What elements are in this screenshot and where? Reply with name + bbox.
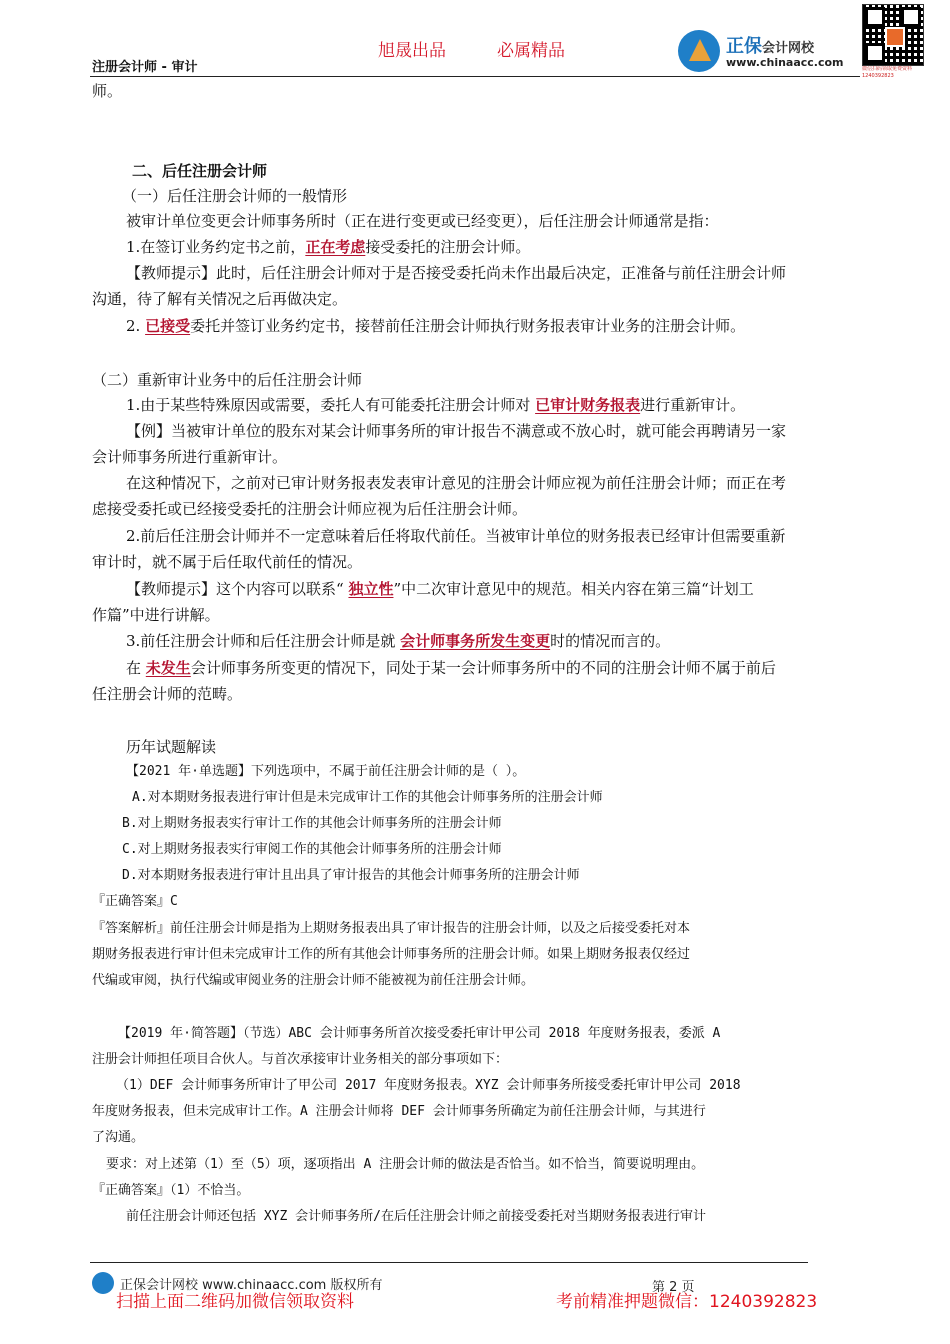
question-requirement: 要求：对上述第（1）至（5）项，逐项指出 A 注册会计师的做法是否恰当。如不恰当，简要说明理由。 bbox=[106, 1157, 705, 1172]
highlight-term: 会计师事务所发生变更 bbox=[400, 632, 551, 650]
paragraph: 在这种情况下，之前对已审计财务报表发表审计意见的注册会计师应视为前任注册会计师；而正在考 bbox=[126, 474, 787, 492]
paragraph: 2. 已接受委托并签订业务约定书，接替前任注册会计师执行财务报表审计业务的注册会计师。 bbox=[126, 317, 746, 335]
header-rule bbox=[90, 76, 860, 77]
paragraph: 任注册会计师的范畴。 bbox=[92, 685, 243, 703]
answer-explanation: 『答案解析』前任注册会计师是指为上期财务报表出具了审计报告的注册会计师，以及之后接受委托对本 bbox=[92, 921, 691, 936]
paragraph: 会计师事务所进行重新审计。 bbox=[92, 448, 288, 466]
answer-explanation: 前任注册会计师还包括 XYZ 会计师事务所/在后任注册会计师之前接受委托对当期财务报表进行审计 bbox=[126, 1209, 706, 1224]
paragraph: 【教师提示】这个内容可以联系“ 独立性”中二次审计意见中的规范。相关内容在第三篇“计划工 bbox=[126, 580, 754, 598]
question: 【2019 年·简答题】（节选）ABC 会计师事务所首次接受委托审计甲公司 2018 年度财务报表，委派 A bbox=[118, 1026, 721, 1041]
paragraph: 被审计单位变更会计师事务所时（正在进行变更或已经变更），后任注册会计师通常是指： bbox=[126, 212, 719, 230]
highlight-term: 已接受 bbox=[145, 317, 191, 335]
logo-emblem-icon bbox=[678, 30, 720, 72]
paragraph: 【例】当被审计单位的股东对某会计师事务所的审计报告不满意或不放心时，就可能会再聘请另一家 bbox=[126, 422, 787, 440]
qr-caption-2: 1240392823 bbox=[862, 73, 894, 79]
footer-copyright: 正保会计网校 www.chinaacc.com 版权所有 bbox=[120, 1278, 383, 1293]
brand-left-text: 旭晟出品 bbox=[378, 41, 446, 61]
paragraph: 虑接受委托或已经接受委托的注册会计师应视为后任注册会计师。 bbox=[92, 500, 528, 518]
footer-rule bbox=[90, 1262, 808, 1263]
footer-logo-icon bbox=[92, 1272, 114, 1294]
highlight-term: 正在考虑 bbox=[305, 238, 366, 256]
promo-left: 扫描上面二维码加微信领取资料 bbox=[116, 1292, 354, 1312]
promo-right: 考前精准押题微信：1240392823 bbox=[556, 1292, 818, 1312]
question-item: 年度财务报表，但未完成审计工作。A 注册会计师将 DEF 会计师事务所确定为前任注册会计师，与其进行 bbox=[92, 1104, 706, 1119]
subsection-heading: （一）后任注册会计师的一般情形 bbox=[122, 187, 348, 205]
highlight-term: 独立性 bbox=[348, 580, 394, 598]
qr-caption-1: 微信扫码领取免费资料 bbox=[862, 66, 913, 72]
answer-explanation: 期财务报表进行审计但未完成审计工作的所有其他会计师事务所的注册会计师。如果上期财务报表仅经过 bbox=[92, 947, 691, 962]
subsection-heading: （二）重新审计业务中的后任注册会计师 bbox=[92, 371, 363, 389]
text-line: 师。 bbox=[92, 82, 123, 100]
brand-right-text: 必属精品 bbox=[497, 41, 565, 61]
question-item: 了沟通。 bbox=[92, 1130, 145, 1145]
exam-heading: 历年试题解读 bbox=[126, 738, 217, 756]
page-number: 第 2 页 bbox=[652, 1280, 695, 1295]
highlight-term: 已审计财务报表 bbox=[535, 396, 641, 414]
chinaacc-logo bbox=[678, 30, 858, 74]
question-option: C.对上期财务报表实行审阅工作的其他会计师事务所的注册会计师 bbox=[122, 842, 502, 857]
paragraph: 审计时，就不属于后任取代前任的情况。 bbox=[92, 553, 363, 571]
question-option: B.对上期财务报表实行审计工作的其他会计师事务所的注册会计师 bbox=[122, 816, 502, 831]
qr-code bbox=[862, 4, 924, 88]
question-option: A.对本期财务报表进行审计但是未完成审计工作的其他会计师事务所的注册会计师 bbox=[132, 790, 603, 805]
answer-explanation: 代编或审阅，执行代编或审阅业务的注册会计师不能被视为前任注册会计师。 bbox=[92, 973, 535, 988]
logo-title: 正保会计网校 bbox=[726, 36, 815, 57]
question: 注册会计师担任项目合伙人。与首次承接审计业务相关的部分事项如下： bbox=[92, 1052, 509, 1067]
paragraph: 3.前任注册会计师和后任注册会计师是就 会计师事务所发生变更时的情况而言的。 bbox=[126, 632, 671, 650]
highlight-term: 未发生 bbox=[145, 659, 191, 677]
answer: 『正确答案』C bbox=[92, 894, 178, 909]
subject-title: 注册会计师 - 审计 bbox=[92, 60, 198, 75]
paragraph: 【教师提示】此时，后任注册会计师对于是否接受委托尚未作出最后决定，正准备与前任注册会计师 bbox=[126, 264, 787, 282]
paragraph: 作篇”中进行讲解。 bbox=[92, 606, 220, 624]
paragraph: 1.由于某些特殊原因或需要，委托人有可能委托注册会计师对 已审计财务报表进行重新审计。 bbox=[126, 396, 746, 414]
section-heading: 二、后任注册会计师 bbox=[132, 162, 268, 180]
paragraph: 在 未发生会计师事务所变更的情况下，同处于某一会计师事务所中的不同的注册会计师不属于前后 bbox=[126, 659, 776, 677]
logo-url: www.chinaacc.com bbox=[726, 56, 844, 69]
paragraph: 1.在签订业务约定书之前，正在考虑接受委托的注册会计师。 bbox=[126, 238, 531, 256]
qr-code-icon bbox=[862, 4, 924, 66]
answer: 『正确答案』（1）不恰当。 bbox=[92, 1183, 250, 1198]
question-item: （1）DEF 会计师事务所审计了甲公司 2017 年度财务报表。XYZ 会计师事务所接受委托审计甲公司 2018 bbox=[116, 1078, 741, 1093]
paragraph: 沟通，待了解有关情况之后再做决定。 bbox=[92, 290, 348, 308]
question-option: D.对本期财务报表进行审计且出具了审计报告的其他会计师事务所的注册会计师 bbox=[122, 868, 580, 883]
question: 【2021 年·单选题】下列选项中，不属于前任注册会计师的是（ ）。 bbox=[126, 764, 526, 779]
paragraph: 2.前后任注册会计师并不一定意味着后任将取代前任。当被审计单位的财务报表已经审计但需要重新 bbox=[126, 527, 786, 545]
